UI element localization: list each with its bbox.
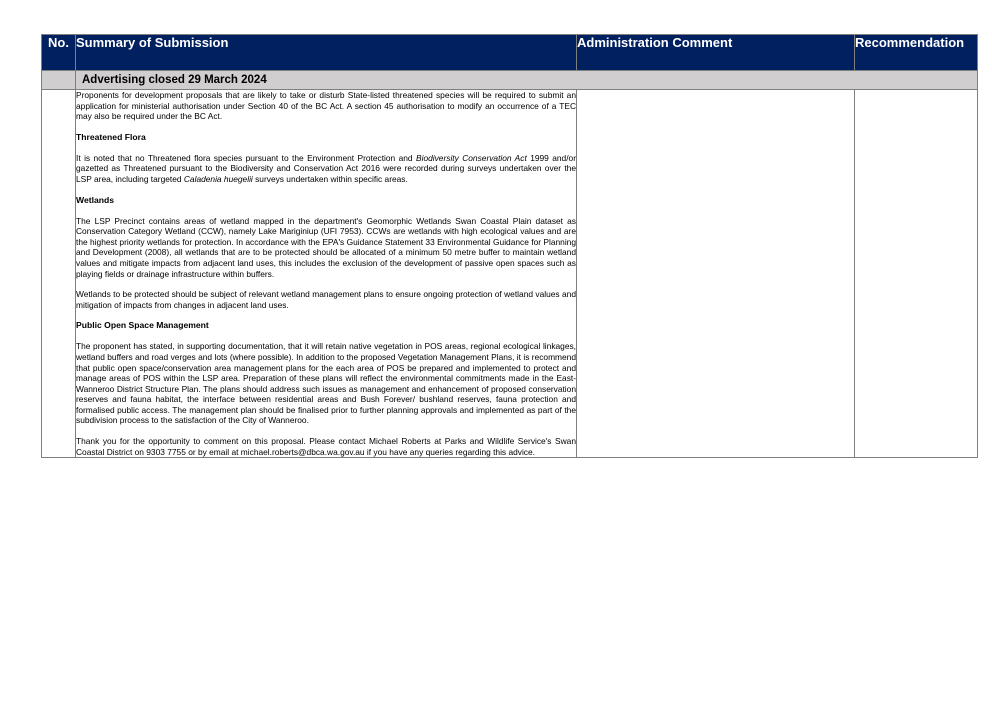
flora-text-2: 1999 and/or gazetted as Threatened pursuant to the Biodiversity and Conservation Act 2016 were recorded during surveys undertaken over the LSP area, including targeted — [76, 152, 576, 184]
paragraph-wetlands-1: The LSP Precinct contains areas of wetland mapped in the department's Geomorphic Wetlands Swan Coastal Plain dataset as Conservation Category Wetland (CCW), namely Lake Mariginiup (UFI 7953). CCWs are wetlands with high ecological values and are the highest priority wetlands for protection. In accordance with the EPA's Guidance Statement 33 Environmental Guidance for Planning and Development (2008), all wetlands that are to be protected should be allocated of a minimum 50 metre buffer to maintain wetland values and mitigate impacts from adjacent land uses, this includes the exclusion of the development of passive open spaces such as playing fields or drainage infrastructure within buffers. — [76, 215, 576, 279]
header-row — [42, 35, 978, 71]
heading-wetlands: Wetlands — [76, 194, 115, 205]
flora-text-3: surveys undertaken within specific areas. — [252, 173, 408, 184]
paragraph-authorisation: Proponents for development proposals that are likely to take or disturb State-listed threatened species will be required to submit an application for ministerial authorisation under Section 40 of the BC Act. A section 45 authorisation to modify an occurrence of a TEC may also be required under the BC Act. — [76, 90, 576, 122]
flora-text-1: It is noted that no Threatened flora species pursuant to the Environment Protection and — [76, 152, 416, 163]
section-row — [42, 71, 978, 90]
submissions-table — [41, 34, 978, 458]
header-recommendation: Recommendation — [855, 35, 978, 71]
section-label: Advertising closed 29 March 2024 — [76, 71, 978, 90]
paragraph-threatened-flora — [76, 153, 576, 185]
header-summary: Summary of Submission — [76, 35, 577, 71]
paragraph-thanks: Thank you for the opportunity to comment on this proposal. Please contact Michael Roberts at Parks and Wildlife Service's Swan Coastal District on 9303 7755 or by email at michael.roberts@dbca.wa.gov.au if you have any queries regarding this advice. — [76, 436, 576, 457]
flora-act-title: Biodiversity Conservation Act — [416, 152, 527, 163]
table-row — [42, 90, 978, 458]
submission-summary-cell — [76, 90, 577, 458]
heading-threatened-flora: Threatened Flora — [76, 131, 146, 142]
header-no: No. — [42, 35, 76, 71]
paragraph-pos-management: The proponent has stated, in supporting documentation, that it will retain native vegetation in POS areas, regional ecological linkages, wetland buffers and road verges and lots (where possible). In addition to the proposed Vegetation Management Plans, it is recommend that public open space/conservation area management plans for the each area of POS be prepared and implemented to protect and manage areas of POS within the LSP area. Preparation of these plans will reflect the environmental commitments made in the East-Wanneroo District Structure Plan. The plans should address such issues as management and enhancement of proposed conservation reserves and fauna habitat, the interface between residential areas and Bush Forever/ bushland reserves, fauna protection and formalised public access. The management plan should be finalised prior to further planning approvals and implemented as part of the subdivision process to the satisfaction of the City of Wanneroo. — [76, 341, 576, 426]
section-no-cell — [42, 71, 76, 90]
paragraph-wetlands-2: Wetlands to be protected should be subject of relevant wetland management plans to ensure ongoing protection of wetland values and mitigation of impacts from changes in adjacent land uses. — [76, 289, 576, 310]
recommendation-cell — [855, 90, 978, 458]
header-admin-comment: Administration Comment — [577, 35, 855, 71]
admin-comment-cell — [577, 90, 855, 458]
flora-species-name: Caladenia huegelii — [183, 173, 253, 184]
heading-pos-management: Public Open Space Management — [76, 320, 209, 331]
row-no-cell — [42, 90, 76, 458]
